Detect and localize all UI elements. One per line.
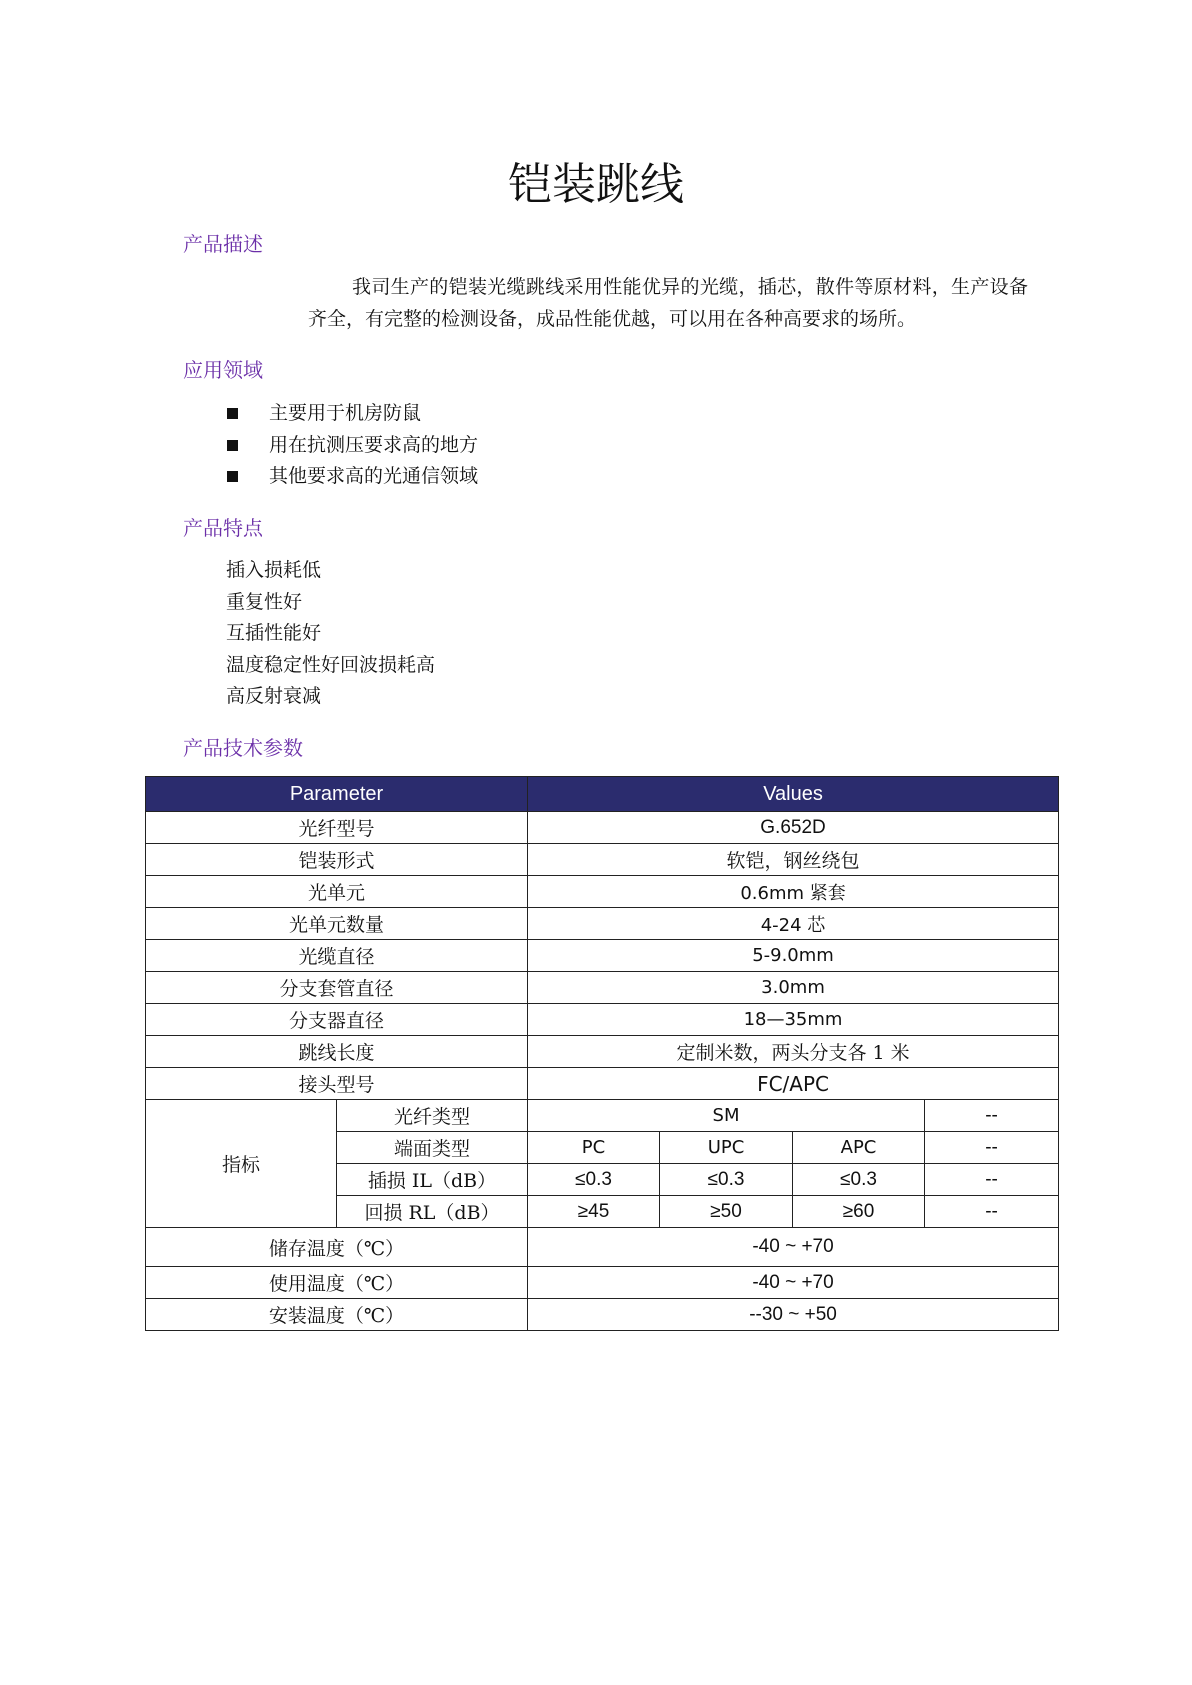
header-parameter: Parameter [146, 777, 528, 812]
application-list [226, 398, 478, 493]
spec-table [145, 776, 1059, 1331]
table-row: 跳线长度 定制米数，两头分支各 1 米 [146, 1036, 1059, 1068]
table-row: 回损 RL（dB） ≥45 ≥50 ≥60 -- [146, 1196, 1059, 1228]
table-row: 光缆直径 5-9.0mm [146, 940, 1059, 972]
table-row: 铠装形式 软铠，钢丝绕包 [146, 844, 1059, 876]
list-item: 互插性能好 [226, 622, 322, 644]
list-item: 其他要求高的光通信领域 [226, 461, 478, 493]
table-row: 光单元数量 4-24 芯 [146, 908, 1059, 940]
list-item: 主要用于机房防鼠 [226, 398, 478, 430]
square-bullet-icon [227, 440, 238, 451]
features-list [226, 555, 435, 713]
table-row: 分支器直径 18—35mm [146, 1004, 1059, 1036]
table-row: 使用温度（℃） -40 ~ +70 [146, 1267, 1059, 1299]
list-item: 高反射衰减 [226, 685, 322, 707]
list-item: 温度稳定性好回波损耗高 [226, 653, 436, 676]
square-bullet-icon [227, 408, 238, 419]
list-item: 用在抗测压要求高的地方 [226, 430, 478, 462]
table-row: 储存温度（℃） -40 ~ +70 [146, 1228, 1059, 1267]
header-values: Values [528, 777, 1059, 812]
index-label: 指标 [146, 1100, 337, 1228]
table-row: 指标 光纤类型 SM -- [146, 1100, 1059, 1132]
section-heading-features: 产品特点 [183, 516, 263, 540]
table-header-row [146, 777, 1059, 812]
square-bullet-icon [227, 471, 238, 482]
list-item: 插入损耗低 [226, 559, 322, 581]
table-row: 分支套管直径 3.0mm [146, 972, 1059, 1004]
table-row: 插损 IL（dB） ≤0.3 ≤0.3 ≤0.3 -- [146, 1164, 1059, 1196]
table-row: 安装温度（℃） --30 ~ +50 [146, 1299, 1059, 1331]
description-paragraph: 我司生产的铠装光缆跳线采用性能优异的光缆，插芯，散件等原材料，生产设备齐全，有完整的检测设备，成品性能优越，可以用在各种高要求的场所。 [308, 276, 1028, 330]
table-row: 光单元 0.6mm 紧套 [146, 876, 1059, 908]
list-item: 重复性好 [226, 590, 303, 613]
section-heading-application: 应用领域 [183, 358, 263, 382]
page-title: 铠装跳线 [508, 159, 684, 210]
table-row: 端面类型 PC UPC APC -- [146, 1132, 1059, 1164]
table-row: 光纤型号 G.652D [146, 812, 1059, 844]
section-heading-specs: 产品技术参数 [183, 736, 303, 760]
table-row: 接头型号 FC/APC [146, 1068, 1059, 1100]
section-heading-description: 产品描述 [183, 232, 263, 256]
